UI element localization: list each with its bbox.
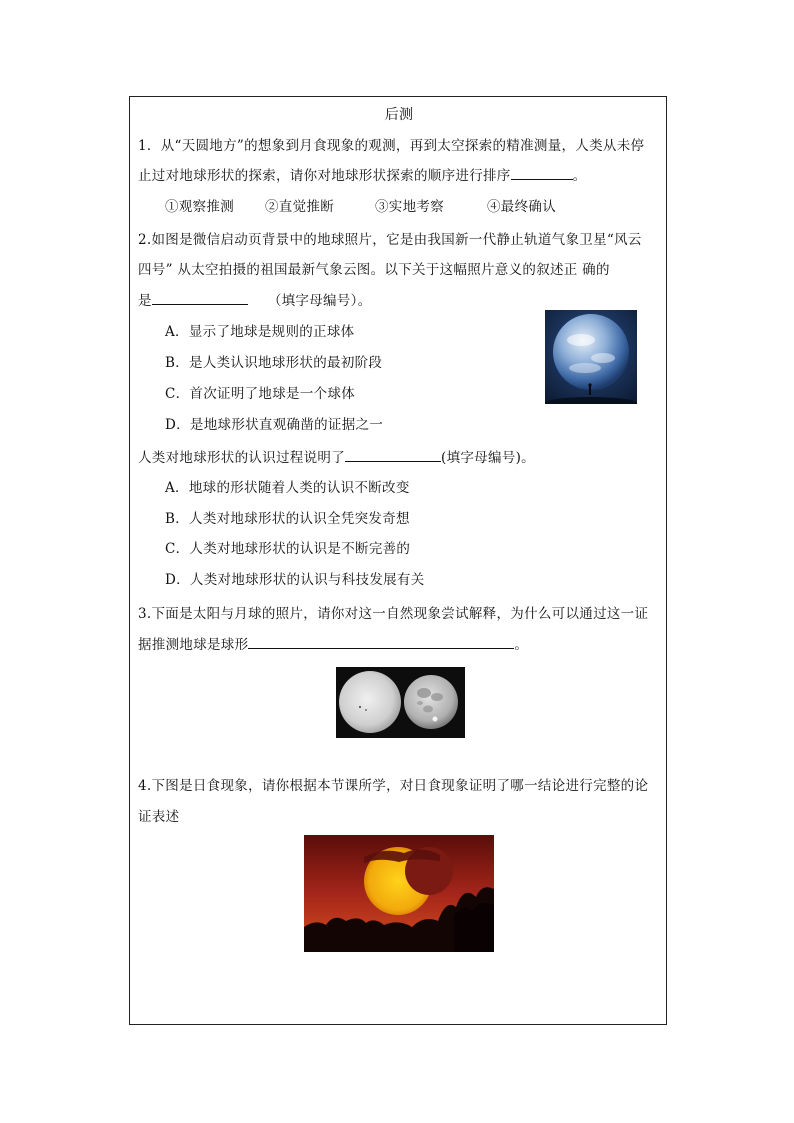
sun-moon-photo	[336, 667, 465, 738]
q2-sub-option-a: A．地球的形状随着人类的认识不断改变	[165, 480, 410, 496]
q2-option-c: C．首次证明了地球是一个球体	[165, 386, 356, 402]
q2-line3-pre: 是	[138, 293, 152, 309]
q1-line1: 1．从“天圆地方”的想象到月食现象的观测，再到太空探索的精准测量，人类从未停	[138, 138, 645, 154]
q3-line2-text: 据推测地球是球形	[138, 637, 249, 653]
q2-sub-answer-blank[interactable]	[345, 448, 441, 462]
solar-eclipse-photo	[304, 835, 494, 952]
q2-option-b: B．是人类认识地球形状的最初阶段	[165, 355, 383, 371]
q4-line2: 证表述	[138, 809, 180, 825]
q2-line3-post: （填字母编号）。	[267, 293, 372, 309]
q1-line2-end: 。	[572, 168, 587, 184]
q3-line2	[138, 635, 528, 654]
q1-option-4: ④最终确认	[487, 199, 556, 215]
q2-line1: 2.如图是微信启动页背景中的地球照片，它是由我国新一代静止轨道气象卫星“风云	[138, 232, 642, 248]
q2-answer-blank[interactable]	[152, 291, 248, 305]
q2-option-a: A．显示了地球是规则的正球体	[165, 324, 355, 340]
q2-sub-option-c: C．人类对地球形状的认识是不断完善的	[165, 541, 411, 557]
q3-line1: 3.下面是太阳与月球的照片，请你对这一自然现象尝试解释，为什么可以通过这一证	[138, 606, 649, 622]
q2-sub-post: (填字母编号)。	[441, 450, 535, 466]
q1-answer-blank[interactable]	[511, 166, 573, 180]
q2-line2: 四号” 从太空拍摄的祖国最新气象云图。以下关于这幅照片意义的叙述正 确的	[138, 262, 610, 278]
q2-sub-option-d: D．人类对地球形状的认识与科技发展有关	[165, 572, 425, 588]
q2-sub-option-b: B．人类对地球形状的认识全凭突发奇想	[165, 511, 410, 527]
section-title: 后测	[384, 107, 414, 123]
q1-option-3: ③实地考察	[375, 199, 444, 215]
q4-line1: 4.下图是日食现象，请你根据本节课所学，对日食现象证明了哪一结论进行完整的论	[138, 778, 649, 794]
q2-option-d: D．是地球形状直观确凿的证据之一	[165, 417, 384, 433]
q1-line2-text: 止过对地球形状的探索，请你对地球形状探索的顺序进行排序	[138, 168, 511, 184]
q2-line3	[138, 291, 371, 310]
q2-sub-line	[138, 448, 535, 467]
earth-photo	[545, 310, 637, 404]
q3-line2-end: 。	[514, 637, 529, 653]
q3-answer-blank[interactable]	[248, 635, 514, 649]
q1-option-1: ①观察推测	[165, 199, 234, 215]
q2-sub-pre: 人类对地球形状的认识过程说明了	[138, 450, 345, 466]
q1-line2	[138, 166, 586, 185]
q1-option-2: ②直觉推断	[265, 199, 334, 215]
worksheet-frame	[129, 96, 667, 1025]
